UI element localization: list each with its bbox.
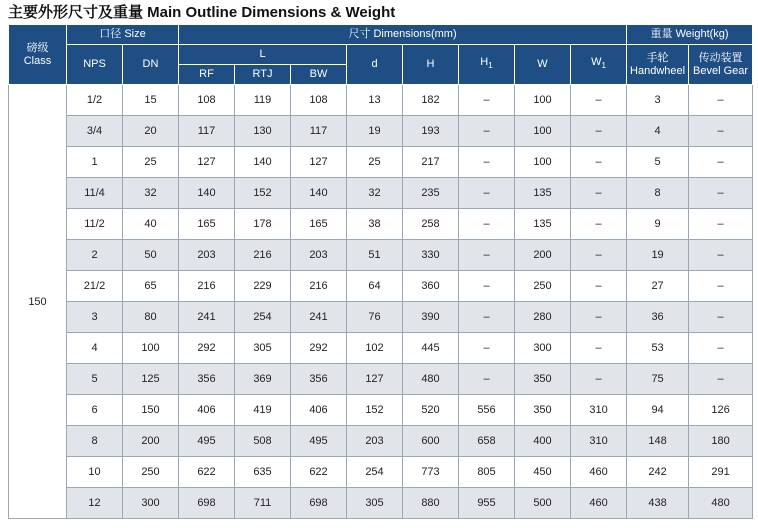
class-cell: 150 <box>9 85 67 519</box>
dn-cell: 80 <box>123 302 179 333</box>
bevel-gear-weight-cell: – <box>689 302 753 333</box>
nps-cell: 11/4 <box>67 178 123 209</box>
w1-cell: – <box>571 147 627 178</box>
rtj-cell: 119 <box>235 85 291 116</box>
d-cell: 203 <box>347 426 403 457</box>
rf-cell: 127 <box>179 147 235 178</box>
d-cell: 32 <box>347 178 403 209</box>
nps-cell: 21/2 <box>67 271 123 302</box>
d-header: d <box>347 45 403 85</box>
dimensions-header: 尺寸 Dimensions(mm) <box>179 25 627 45</box>
h1-cell: – <box>459 302 515 333</box>
h-cell: 235 <box>403 178 459 209</box>
class-header-en: Class <box>23 54 52 67</box>
bevel-gear-header-cn: 传动装置 <box>698 51 743 64</box>
bw-cell: 140 <box>291 178 347 209</box>
w-header: W <box>515 45 571 85</box>
h-cell: 600 <box>403 426 459 457</box>
dn-cell: 15 <box>123 85 179 116</box>
h-cell: 360 <box>403 271 459 302</box>
handwheel-weight-cell: 438 <box>627 488 689 519</box>
h1-cell: – <box>459 116 515 147</box>
w-cell: 135 <box>515 209 571 240</box>
bw-cell: 241 <box>291 302 347 333</box>
bevel-gear-weight-cell: 126 <box>689 395 753 426</box>
bw-cell: 698 <box>291 488 347 519</box>
h1-cell: – <box>459 178 515 209</box>
handwheel-weight-cell: 9 <box>627 209 689 240</box>
dn-cell: 100 <box>123 333 179 364</box>
h1-cell: – <box>459 240 515 271</box>
w-cell: 100 <box>515 116 571 147</box>
d-cell: 51 <box>347 240 403 271</box>
nps-cell: 8 <box>67 426 123 457</box>
table-row <box>9 116 753 147</box>
rf-cell: 241 <box>179 302 235 333</box>
w1-cell: – <box>571 209 627 240</box>
d-cell: 64 <box>347 271 403 302</box>
table-row <box>9 426 753 457</box>
handwheel-header <box>627 45 689 85</box>
w-cell: 500 <box>515 488 571 519</box>
table-row <box>9 85 753 116</box>
w1-cell: 460 <box>571 457 627 488</box>
dn-cell: 40 <box>123 209 179 240</box>
nps-cell: 3/4 <box>67 116 123 147</box>
rf-cell: 140 <box>179 178 235 209</box>
rtj-cell: 711 <box>235 488 291 519</box>
class-header-cn: 磅级 <box>26 41 49 54</box>
w1-cell: 460 <box>571 488 627 519</box>
w1-cell: – <box>571 116 627 147</box>
table-row <box>9 333 753 364</box>
nps-cell: 5 <box>67 364 123 395</box>
w-cell: 350 <box>515 395 571 426</box>
rf-header: RF <box>179 65 235 85</box>
rtj-cell: 635 <box>235 457 291 488</box>
rf-cell: 165 <box>179 209 235 240</box>
d-cell: 19 <box>347 116 403 147</box>
class-header <box>9 25 67 85</box>
h1-cell: – <box>459 364 515 395</box>
bevel-gear-weight-cell: – <box>689 271 753 302</box>
w-cell: 135 <box>515 178 571 209</box>
w-cell: 450 <box>515 457 571 488</box>
weight-header: 重量 Weight(kg) <box>627 25 753 45</box>
bw-cell: 117 <box>291 116 347 147</box>
table-row <box>9 178 753 209</box>
d-cell: 25 <box>347 147 403 178</box>
rf-cell: 108 <box>179 85 235 116</box>
h-cell: 217 <box>403 147 459 178</box>
rf-cell: 495 <box>179 426 235 457</box>
rtj-cell: 216 <box>235 240 291 271</box>
handwheel-weight-cell: 148 <box>627 426 689 457</box>
rtj-cell: 254 <box>235 302 291 333</box>
rf-cell: 406 <box>179 395 235 426</box>
h1-cell: – <box>459 271 515 302</box>
h-header: H <box>403 45 459 85</box>
handwheel-header-cn: 手轮 <box>646 51 669 64</box>
l-header: L <box>179 45 347 65</box>
w-cell: 200 <box>515 240 571 271</box>
dimensions-table <box>8 24 753 519</box>
w1-cell: – <box>571 240 627 271</box>
size-header: 口径 Size <box>67 25 179 45</box>
w1-cell: – <box>571 271 627 302</box>
w1-cell: – <box>571 302 627 333</box>
dn-cell: 50 <box>123 240 179 271</box>
h1-cell: – <box>459 333 515 364</box>
h-cell: 520 <box>403 395 459 426</box>
rtj-cell: 130 <box>235 116 291 147</box>
table-row <box>9 457 753 488</box>
bw-header: BW <box>291 65 347 85</box>
dn-header: DN <box>123 45 179 85</box>
d-cell: 38 <box>347 209 403 240</box>
dn-cell: 32 <box>123 178 179 209</box>
h-cell: 258 <box>403 209 459 240</box>
handwheel-weight-cell: 53 <box>627 333 689 364</box>
table-row <box>9 364 753 395</box>
h-cell: 390 <box>403 302 459 333</box>
handwheel-weight-cell: 36 <box>627 302 689 333</box>
bevel-gear-weight-cell: 480 <box>689 488 753 519</box>
bevel-gear-header <box>689 45 753 85</box>
nps-cell: 12 <box>67 488 123 519</box>
rf-cell: 698 <box>179 488 235 519</box>
w-cell: 280 <box>515 302 571 333</box>
nps-header: NPS <box>67 45 123 85</box>
h-cell: 193 <box>403 116 459 147</box>
handwheel-weight-cell: 8 <box>627 178 689 209</box>
handwheel-weight-cell: 242 <box>627 457 689 488</box>
w-cell: 100 <box>515 147 571 178</box>
table-row <box>9 240 753 271</box>
bw-cell: 622 <box>291 457 347 488</box>
bw-cell: 356 <box>291 364 347 395</box>
handwheel-weight-cell: 94 <box>627 395 689 426</box>
nps-cell: 1 <box>67 147 123 178</box>
bw-cell: 203 <box>291 240 347 271</box>
bevel-gear-weight-cell: – <box>689 116 753 147</box>
dn-cell: 125 <box>123 364 179 395</box>
dn-cell: 65 <box>123 271 179 302</box>
h1-cell: – <box>459 85 515 116</box>
handwheel-weight-cell: 3 <box>627 85 689 116</box>
bevel-gear-weight-cell: – <box>689 178 753 209</box>
w-cell: 100 <box>515 85 571 116</box>
h-cell: 182 <box>403 85 459 116</box>
h-cell: 445 <box>403 333 459 364</box>
rf-cell: 117 <box>179 116 235 147</box>
w1-cell: – <box>571 178 627 209</box>
w-cell: 400 <box>515 426 571 457</box>
dn-cell: 200 <box>123 426 179 457</box>
rf-cell: 292 <box>179 333 235 364</box>
h-cell: 330 <box>403 240 459 271</box>
h1-header: $H_1$ <box>459 45 515 85</box>
rtj-cell: 178 <box>235 209 291 240</box>
d-cell: 76 <box>347 302 403 333</box>
w1-cell: 310 <box>571 426 627 457</box>
handwheel-weight-cell: 19 <box>627 240 689 271</box>
h-cell: 880 <box>403 488 459 519</box>
table-row <box>9 147 753 178</box>
handwheel-header-en: Handwheel <box>630 64 686 77</box>
h1-cell: 556 <box>459 395 515 426</box>
bw-cell: 165 <box>291 209 347 240</box>
nps-cell: 1/2 <box>67 85 123 116</box>
nps-cell: 10 <box>67 457 123 488</box>
d-cell: 305 <box>347 488 403 519</box>
d-cell: 152 <box>347 395 403 426</box>
bevel-gear-weight-cell: – <box>689 85 753 116</box>
rf-cell: 203 <box>179 240 235 271</box>
rtj-cell: 140 <box>235 147 291 178</box>
w1-cell: 310 <box>571 395 627 426</box>
rtj-cell: 508 <box>235 426 291 457</box>
rtj-cell: 419 <box>235 395 291 426</box>
d-cell: 102 <box>347 333 403 364</box>
bevel-gear-weight-cell: 291 <box>689 457 753 488</box>
bevel-gear-weight-cell: – <box>689 333 753 364</box>
table-row <box>9 488 753 519</box>
bevel-gear-weight-cell: – <box>689 209 753 240</box>
bw-cell: 127 <box>291 147 347 178</box>
bevel-gear-weight-cell: – <box>689 147 753 178</box>
h1-cell: 805 <box>459 457 515 488</box>
h1-cell: – <box>459 147 515 178</box>
rf-cell: 622 <box>179 457 235 488</box>
table-row <box>9 209 753 240</box>
rtj-header: RTJ <box>235 65 291 85</box>
bw-cell: 406 <box>291 395 347 426</box>
page-title: 主要外形尺寸及重量 Main Outline Dimensions & Weight <box>8 4 396 21</box>
handwheel-weight-cell: 75 <box>627 364 689 395</box>
d-cell: 127 <box>347 364 403 395</box>
handwheel-weight-cell: 27 <box>627 271 689 302</box>
d-cell: 13 <box>347 85 403 116</box>
rtj-cell: 229 <box>235 271 291 302</box>
nps-cell: 2 <box>67 240 123 271</box>
dn-cell: 300 <box>123 488 179 519</box>
w-cell: 300 <box>515 333 571 364</box>
table-row <box>9 302 753 333</box>
h-cell: 480 <box>403 364 459 395</box>
nps-cell: 3 <box>67 302 123 333</box>
bw-cell: 292 <box>291 333 347 364</box>
w1-cell: – <box>571 85 627 116</box>
rtj-cell: 305 <box>235 333 291 364</box>
rf-cell: 356 <box>179 364 235 395</box>
handwheel-weight-cell: 5 <box>627 147 689 178</box>
rtj-cell: 369 <box>235 364 291 395</box>
bw-cell: 108 <box>291 85 347 116</box>
h1-cell: – <box>459 209 515 240</box>
bw-cell: 216 <box>291 271 347 302</box>
table-row <box>9 271 753 302</box>
w-cell: 250 <box>515 271 571 302</box>
dn-cell: 25 <box>123 147 179 178</box>
h1-cell: 955 <box>459 488 515 519</box>
nps-cell: 11/2 <box>67 209 123 240</box>
h1-cell: 658 <box>459 426 515 457</box>
bevel-gear-weight-cell: – <box>689 240 753 271</box>
rf-cell: 216 <box>179 271 235 302</box>
w-cell: 350 <box>515 364 571 395</box>
bevel-gear-header-en: Bevel Gear <box>693 64 749 77</box>
nps-cell: 4 <box>67 333 123 364</box>
h-cell: 773 <box>403 457 459 488</box>
bevel-gear-weight-cell: 180 <box>689 426 753 457</box>
dn-cell: 20 <box>123 116 179 147</box>
w1-cell: – <box>571 364 627 395</box>
nps-cell: 6 <box>67 395 123 426</box>
bw-cell: 495 <box>291 426 347 457</box>
w1-header: $W_1$ <box>571 45 627 85</box>
d-cell: 254 <box>347 457 403 488</box>
dn-cell: 150 <box>123 395 179 426</box>
handwheel-weight-cell: 4 <box>627 116 689 147</box>
rtj-cell: 152 <box>235 178 291 209</box>
dn-cell: 250 <box>123 457 179 488</box>
bevel-gear-weight-cell: – <box>689 364 753 395</box>
w1-cell: – <box>571 333 627 364</box>
table-row <box>9 395 753 426</box>
